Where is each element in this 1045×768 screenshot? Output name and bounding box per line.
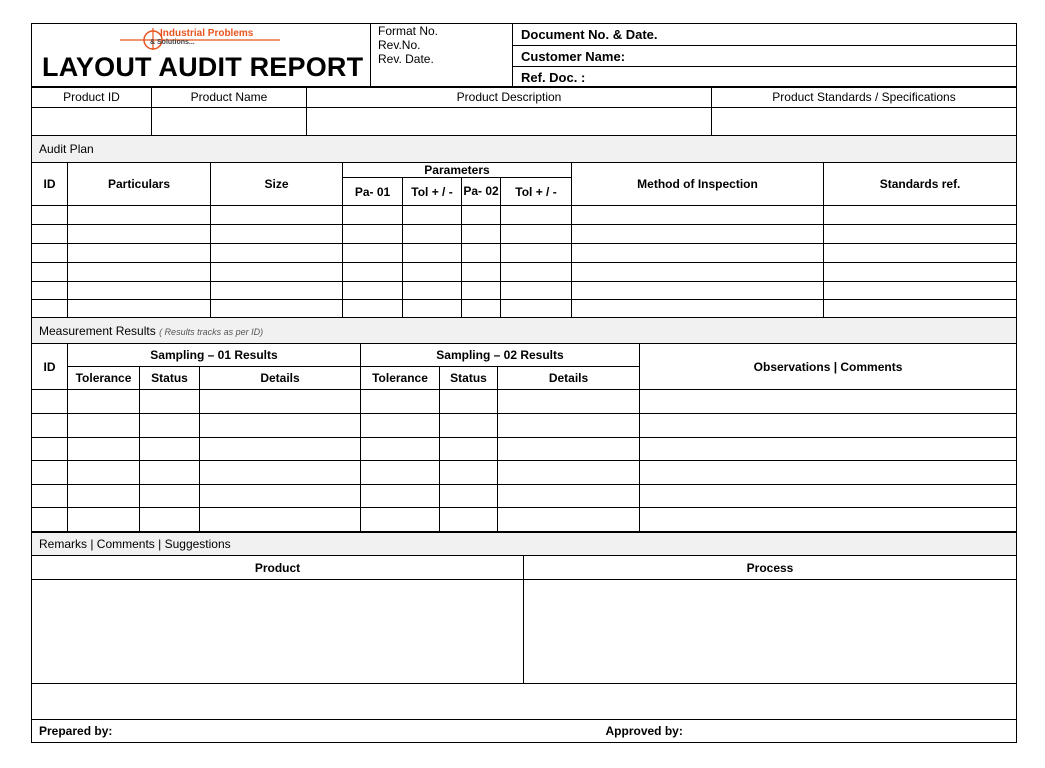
approved-by-label: Approved by: — [605, 724, 683, 738]
table-row — [32, 390, 1017, 414]
format-no-label: Format No. — [378, 24, 439, 38]
customer-name-field[interactable]: Customer Name: — [513, 46, 1017, 67]
table-row — [32, 206, 1017, 225]
measurement-section-note: ( Results tracks as per ID) — [159, 326, 264, 337]
s1-details-header: Details — [200, 367, 361, 390]
audit-pa01-header: Pa- 01 — [343, 178, 403, 206]
observations-header: Observations | Comments — [640, 344, 1017, 390]
format-info-cell — [371, 24, 513, 88]
product-standards-field[interactable] — [712, 108, 1017, 136]
product-id-header: Product ID — [32, 87, 152, 108]
logo-text-line2: & Solutions... — [150, 39, 195, 46]
table-row — [32, 438, 1017, 461]
approved-by-field[interactable] — [524, 720, 1017, 743]
table-row — [32, 508, 1017, 532]
product-description-field[interactable] — [307, 108, 712, 136]
rev-no-label: Rev.No. — [378, 38, 421, 52]
sampling-02-header: Sampling – 02 Results — [361, 344, 640, 367]
table-row — [32, 225, 1017, 244]
document-no-field[interactable]: Document No. & Date. — [513, 24, 1017, 46]
product-standards-header: Product Standards / Specifications — [712, 87, 1017, 108]
s2-details-header: Details — [498, 367, 640, 390]
table-row — [32, 485, 1017, 508]
audit-standards-header: Standards ref. — [824, 163, 1017, 206]
audit-parameters-header: Parameters — [343, 163, 572, 178]
s2-status-header: Status — [440, 367, 498, 390]
ref-doc-field[interactable]: Ref. Doc. : — [513, 67, 1017, 88]
blank-notes-row[interactable] — [32, 684, 1017, 720]
remarks-table — [31, 532, 1017, 743]
company-logo — [120, 28, 280, 50]
measurement-table — [31, 317, 1017, 532]
audit-plan-rows — [32, 206, 1017, 319]
measurement-section-title: Measurement Results — [39, 323, 156, 338]
product-table — [31, 86, 1017, 136]
remarks-process-field[interactable] — [524, 580, 1017, 684]
audit-pa02-header: Pa- 02 — [462, 178, 501, 206]
table-row — [32, 300, 1017, 319]
table-row — [32, 244, 1017, 263]
s2-tolerance-header: Tolerance — [361, 367, 440, 390]
measurement-rows — [32, 390, 1017, 532]
audit-method-header: Method of Inspection — [572, 163, 824, 206]
title-cell — [32, 24, 371, 88]
header-table — [31, 23, 1017, 88]
table-row — [32, 414, 1017, 438]
audit-plan-section-label: Audit Plan — [32, 136, 1017, 163]
audit-tol1-header: Tol + / - — [403, 178, 462, 206]
product-description-header: Product Description — [307, 87, 712, 108]
measurement-section-label — [32, 318, 1017, 344]
product-id-field[interactable] — [32, 108, 152, 136]
s1-status-header: Status — [140, 367, 200, 390]
audit-id-header: ID — [32, 163, 68, 206]
prepared-by-field[interactable]: Prepared by: — [32, 720, 524, 743]
rev-date-label: Rev. Date. — [378, 52, 434, 66]
table-row — [32, 263, 1017, 282]
audit-tol2-header: Tol + / - — [501, 178, 572, 206]
product-name-field[interactable] — [152, 108, 307, 136]
product-name-header: Product Name — [152, 87, 307, 108]
measurement-id-header: ID — [32, 344, 68, 390]
remarks-product-field[interactable] — [32, 580, 524, 684]
audit-particulars-header: Particulars — [68, 163, 211, 206]
remarks-section-label: Remarks | Comments | Suggestions — [32, 533, 1017, 556]
logo-text-line1: Industrial Problems — [160, 28, 254, 39]
audit-size-header: Size — [211, 163, 343, 206]
audit-plan-table — [31, 135, 1017, 319]
table-row — [32, 461, 1017, 485]
s1-tolerance-header: Tolerance — [68, 367, 140, 390]
table-row — [32, 282, 1017, 300]
remarks-process-header: Process — [524, 556, 1017, 580]
page-title: LAYOUT AUDIT REPORT — [42, 52, 364, 82]
sampling-01-header: Sampling – 01 Results — [68, 344, 361, 367]
remarks-product-header: Product — [32, 556, 524, 580]
